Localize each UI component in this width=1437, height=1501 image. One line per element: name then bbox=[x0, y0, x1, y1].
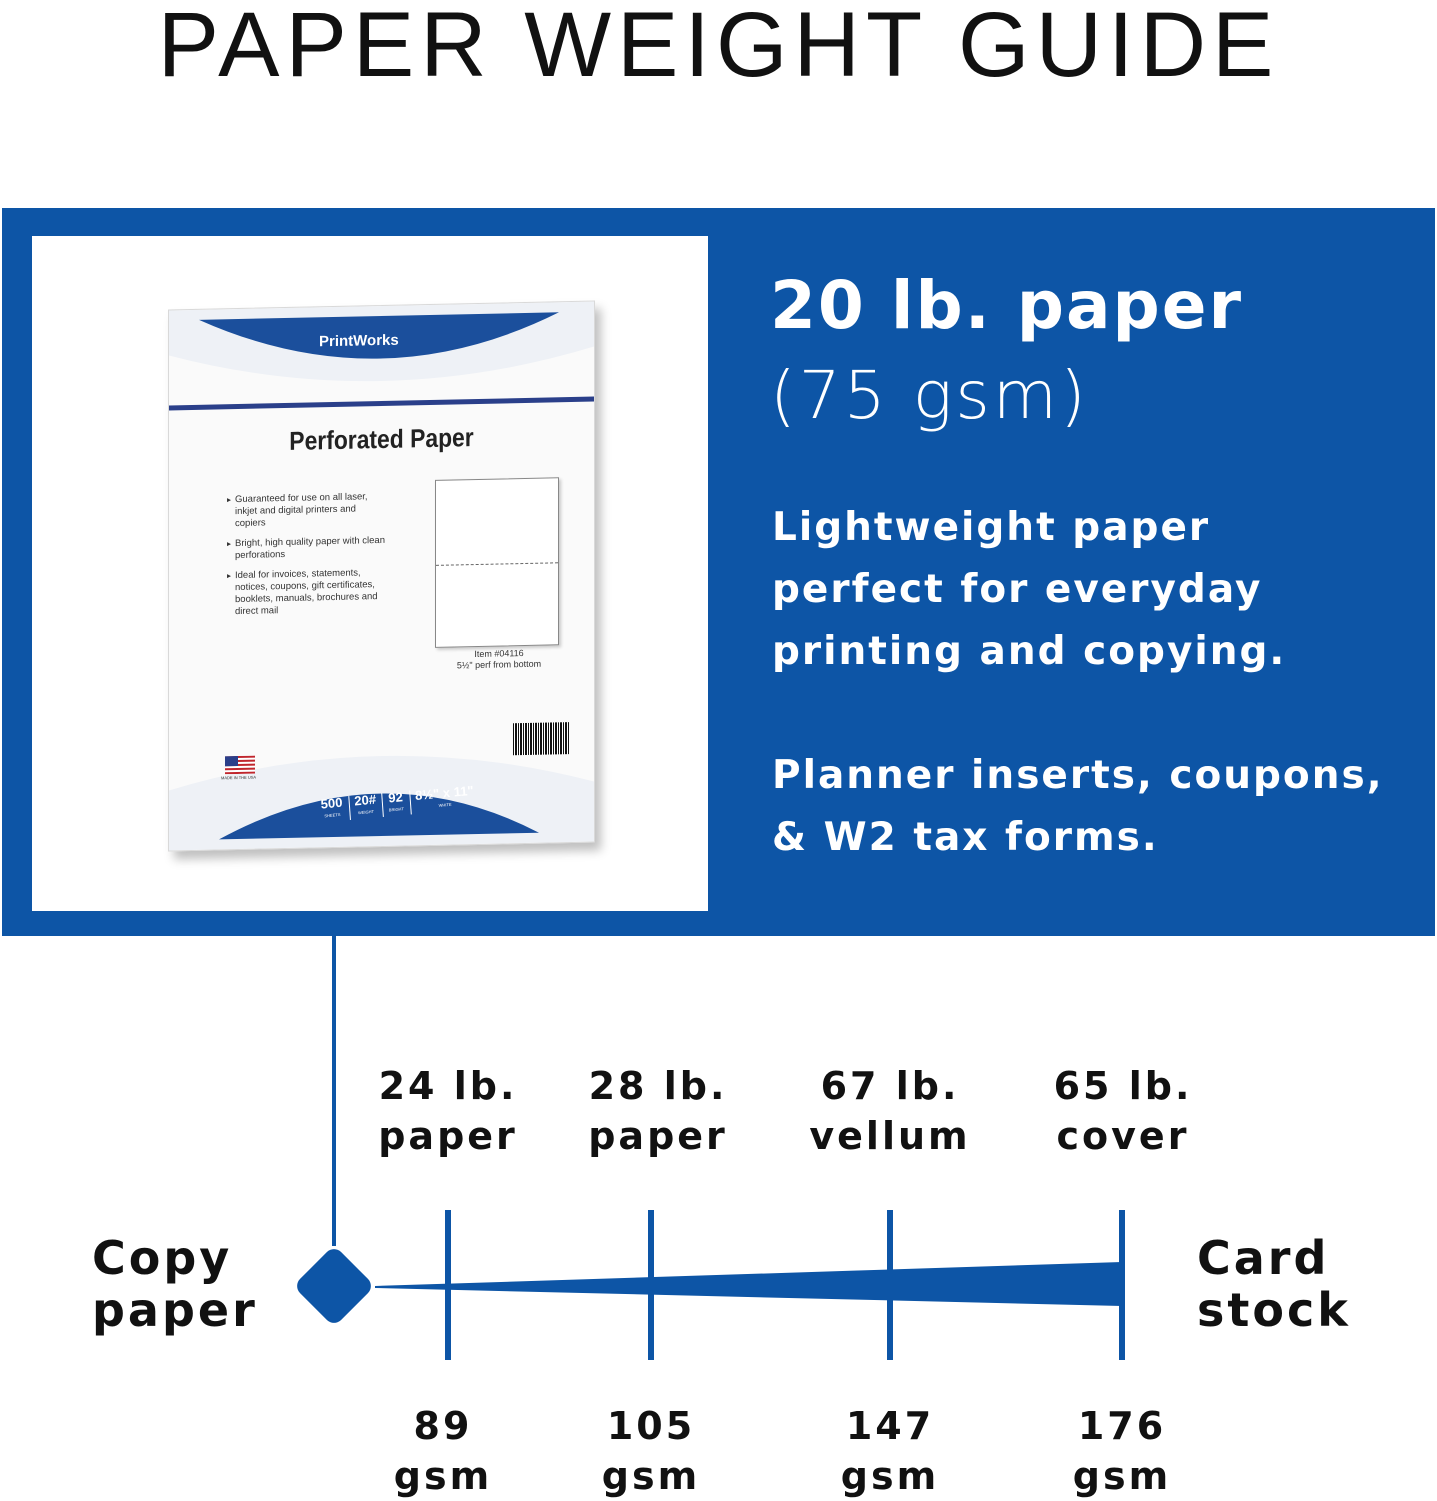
product-bullet: ▸ Ideal for invoices, statements, notices, coupons, gift certificates, booklets, manuals, brochures and direct mail bbox=[227, 567, 387, 618]
current-weight-diamond bbox=[293, 1245, 375, 1327]
product-bullet: ▸ Guaranteed for use on all laser, inkjet and digital printers and copiers bbox=[227, 491, 387, 530]
marker-gsm: 89 gsm bbox=[393, 1404, 493, 1498]
uses-line: Planner inserts, coupons, bbox=[772, 753, 1384, 798]
description-line: printing and copying. bbox=[772, 629, 1287, 674]
brand-logo: PrintWorks bbox=[319, 331, 399, 351]
marker-name: 24 lb. paper bbox=[378, 1064, 518, 1158]
feature-gsm: (75 gsm) bbox=[770, 357, 1089, 434]
item-number: Item #04116 bbox=[474, 648, 524, 660]
spec-size: 8½" x 11" WHITE bbox=[409, 785, 475, 815]
barcode bbox=[513, 722, 569, 755]
scale-end-label: Card stock bbox=[1197, 1231, 1351, 1337]
scale-start-label: Copy paper bbox=[92, 1231, 258, 1337]
spec-bright: 92 BRIGHT bbox=[382, 791, 405, 817]
marker-gsm: 176 gsm bbox=[1072, 1404, 1172, 1498]
feature-description bbox=[772, 497, 1422, 683]
marker-name: 67 lb. vellum bbox=[809, 1064, 971, 1158]
marker-gsm: 105 gsm bbox=[601, 1404, 701, 1498]
product-bullet: ▸ Bright, high quality paper with clean perforations bbox=[227, 535, 387, 562]
product-bullets bbox=[227, 491, 387, 626]
spec-weight: 20# WEIGHT bbox=[348, 794, 377, 820]
uses-line: & W2 tax forms. bbox=[772, 815, 1159, 860]
spec-sheets: 500 SHEETS bbox=[320, 794, 343, 819]
perforation-line bbox=[436, 562, 558, 566]
paper-ream-box bbox=[168, 301, 595, 852]
perf-note: 5½" perf from bottom bbox=[456, 658, 542, 671]
description-line: perfect for everyday bbox=[772, 567, 1263, 612]
marker-name: 28 lb. paper bbox=[588, 1064, 728, 1158]
marker-gsm: 147 gsm bbox=[840, 1404, 940, 1498]
marker-name: 65 lb. cover bbox=[1053, 1064, 1193, 1158]
feature-uses bbox=[772, 745, 1432, 869]
page-title: PAPER WEIGHT GUIDE bbox=[157, 0, 1280, 96]
weight-wedge bbox=[375, 1262, 1122, 1306]
feature-headline: 20 lb. paper bbox=[770, 267, 1244, 344]
us-flag-icon bbox=[225, 756, 255, 775]
item-info bbox=[439, 647, 559, 672]
product-name: Perforated Paper bbox=[289, 422, 474, 456]
perforated-sheet-illustration bbox=[435, 477, 559, 648]
description-line: Lightweight paper bbox=[772, 505, 1211, 550]
made-in-label: MADE IN THE USA bbox=[221, 774, 257, 781]
